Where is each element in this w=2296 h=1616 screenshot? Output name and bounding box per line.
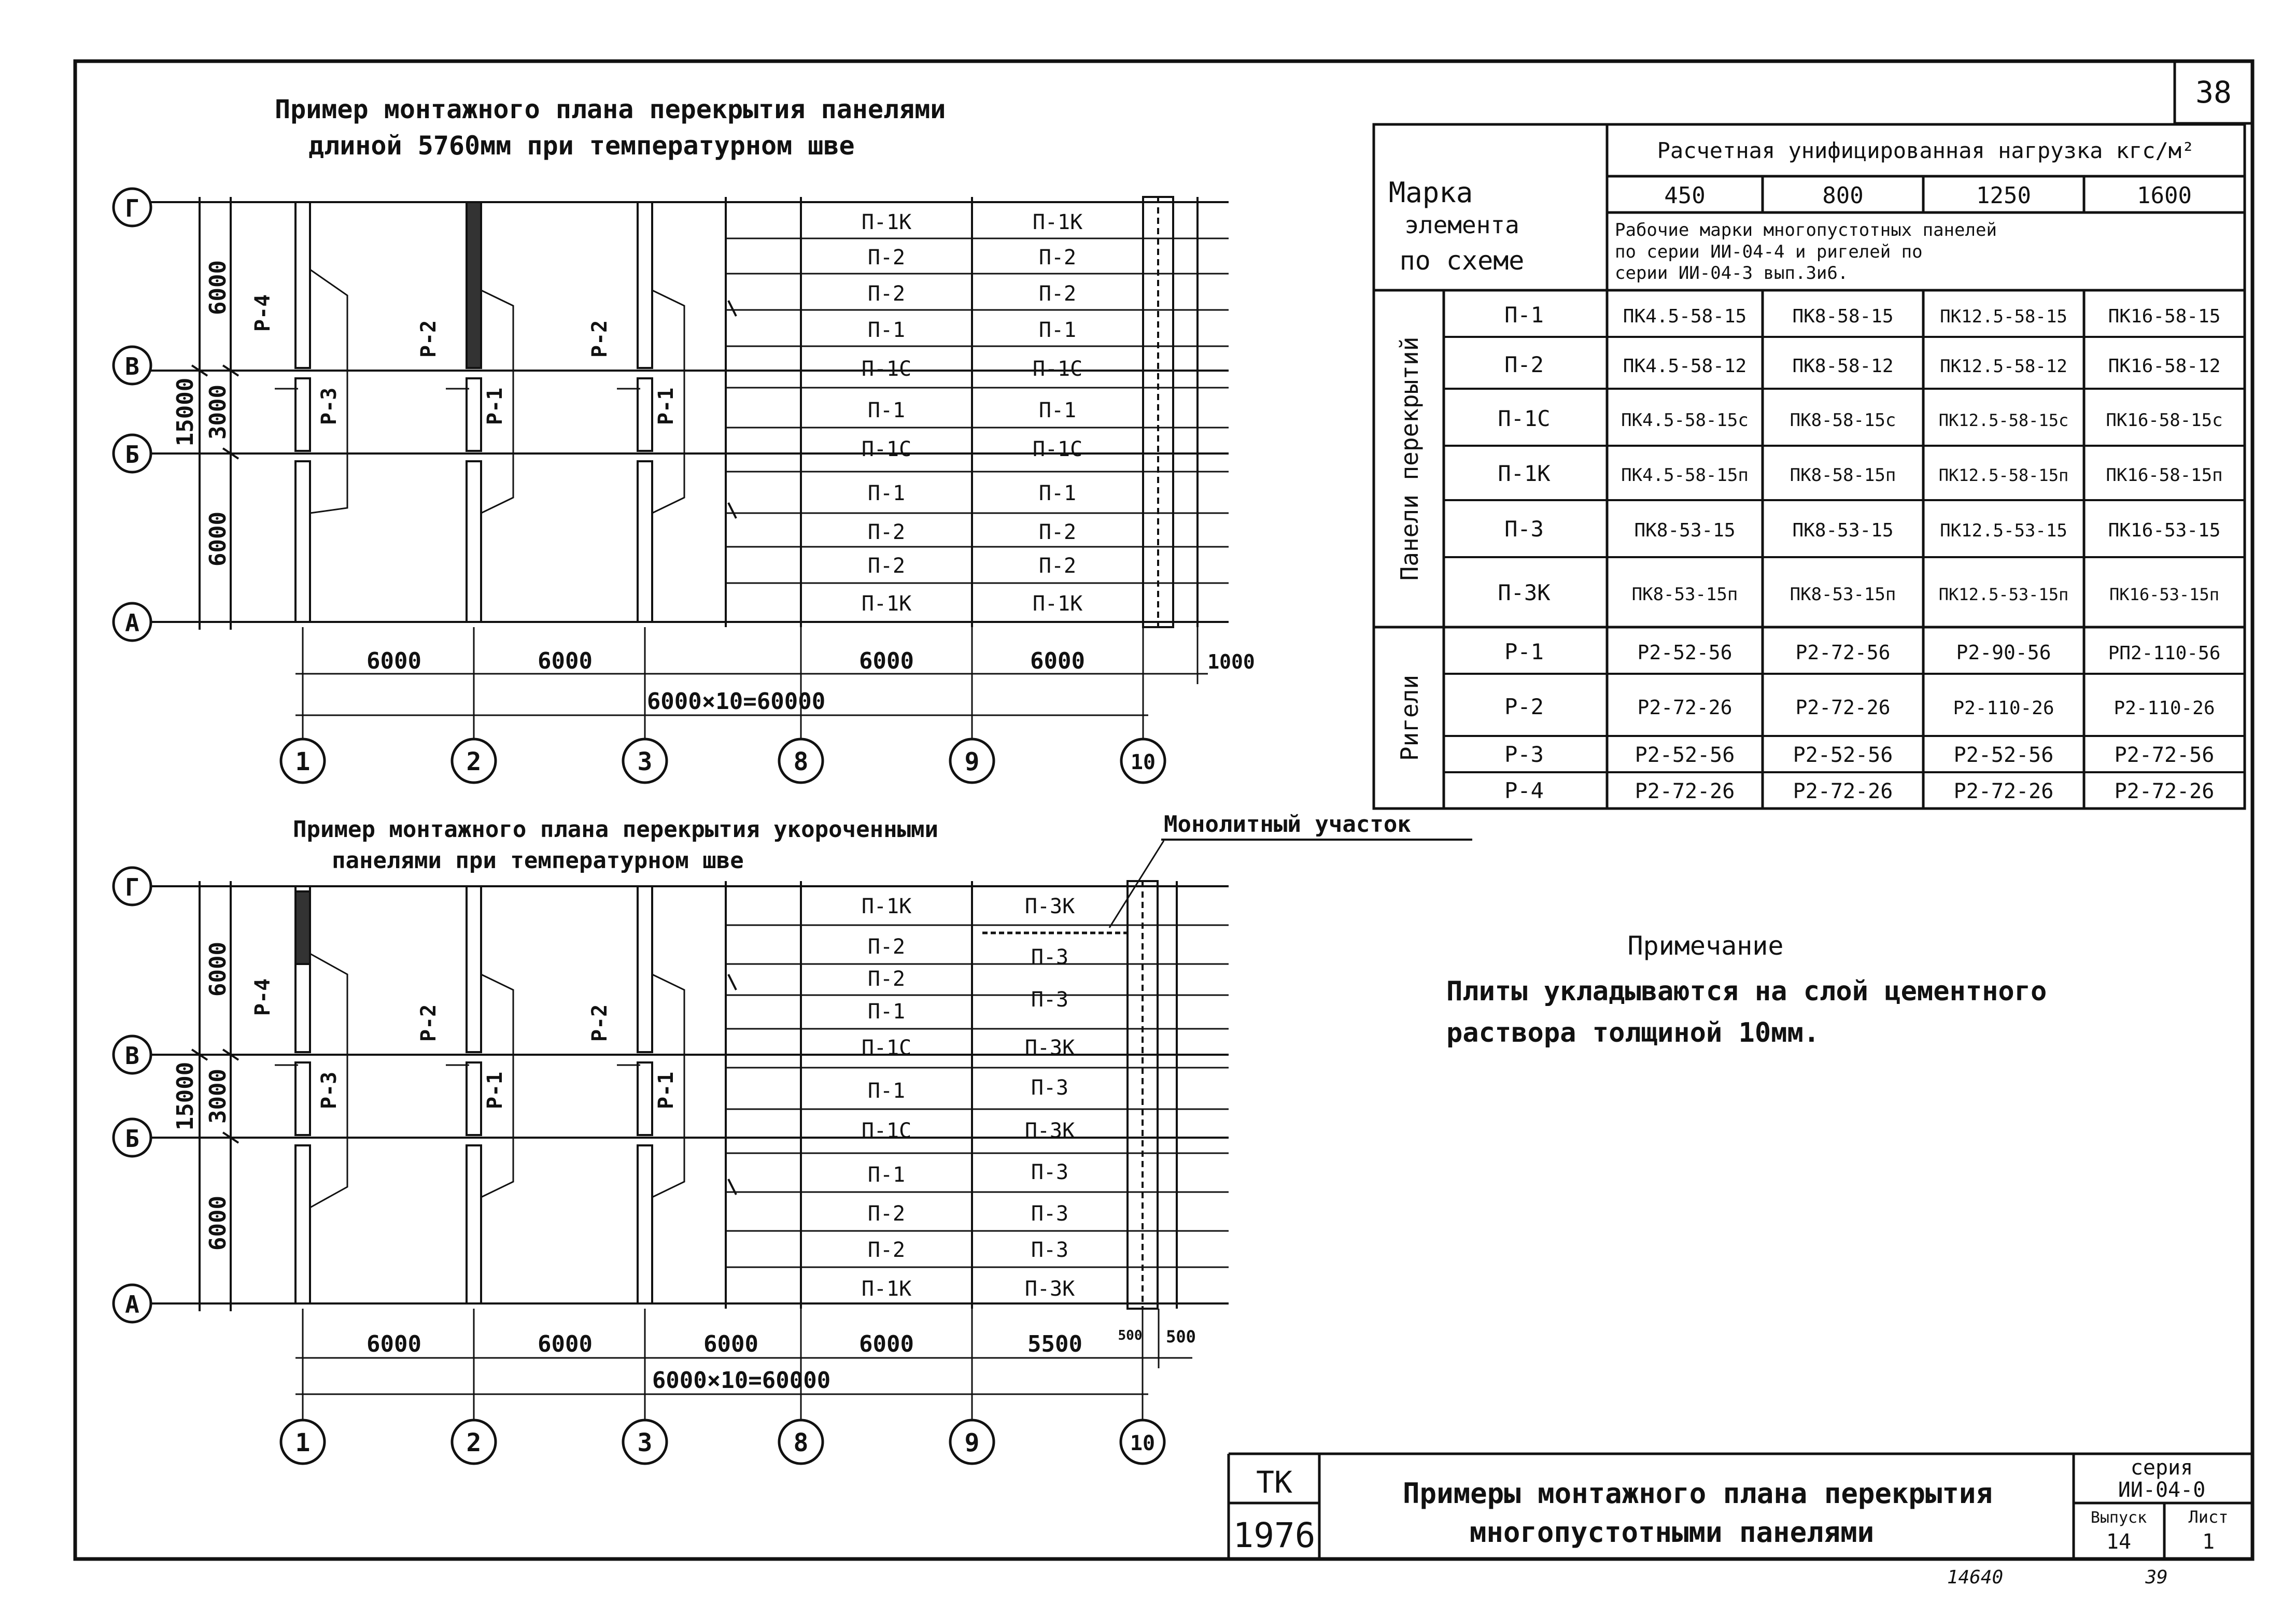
- panel-label: П-3К: [1024, 1036, 1075, 1060]
- panel-label: П-2: [1038, 554, 1077, 578]
- table-cell: Р2-72-56: [2114, 743, 2215, 767]
- marks-table: [1374, 124, 2245, 809]
- axis-bubble-1: 1: [295, 1428, 311, 1457]
- table-row: [1504, 778, 2214, 803]
- panel-label: П-2: [867, 935, 906, 959]
- panel-label: П-3: [1031, 945, 1069, 969]
- table-cell: Р2-72-26: [2114, 779, 2215, 803]
- table-cell: ПК8-58-15: [1792, 306, 1894, 327]
- table-cell: ПК8-53-15: [1634, 520, 1736, 541]
- panel-label: П-1С: [861, 1036, 912, 1060]
- group-beams: Ригели: [1396, 674, 1424, 761]
- panel-label: П-1С: [1032, 437, 1083, 461]
- plan-top-col8-panels: [862, 210, 911, 616]
- bottom-left-number: 14640: [1947, 1567, 2004, 1588]
- dim-left-top-total: 15000: [172, 377, 199, 447]
- row-mark: Р-1: [1504, 639, 1544, 664]
- mark-header-line3: по схеме: [1399, 246, 1525, 276]
- panel-label: П-1: [1038, 318, 1077, 342]
- table-cell: ПК12.5-53-15: [1940, 520, 2067, 541]
- panel-label: П-3: [1031, 988, 1069, 1012]
- table-cell: Р2-72-26: [1953, 779, 2054, 803]
- table-cell: РП2-110-56: [2108, 643, 2221, 664]
- dim-left-top-2: 3000: [205, 385, 231, 440]
- axis-bubble-3: 3: [637, 1428, 653, 1457]
- beam-label: Р-2: [417, 320, 441, 358]
- panel-label: П-1: [1038, 399, 1077, 422]
- table-cell: ПК12.5-58-12: [1940, 356, 2067, 377]
- load-value: 450: [1664, 182, 1706, 209]
- plan-bottom-row-axes: [114, 868, 151, 1322]
- panel-label: П-1: [1038, 481, 1077, 505]
- table-cell: ПК12.5-53-15п: [1938, 585, 2069, 604]
- table-cell: Р2-72-26: [1793, 779, 1893, 803]
- table-cell: ПК4.5-58-12: [1623, 356, 1747, 377]
- axis-bubble-g: Г: [125, 873, 139, 901]
- beam-label: Р-1: [483, 1071, 507, 1109]
- axis-bubble-1: 1: [295, 747, 311, 776]
- title-block: [1229, 1454, 2252, 1559]
- title-line1: Примеры монтажного плана перекрытия: [1403, 1477, 1993, 1510]
- table-cell: ПК8-58-15с: [1790, 410, 1896, 431]
- beam-label: Р-4: [251, 294, 275, 332]
- year-label: 1976: [1233, 1515, 1316, 1555]
- table-cell: ПК12.5-58-15: [1940, 306, 2067, 327]
- table-cell: ПК12.5-58-15с: [1938, 410, 2069, 430]
- table-row: [1504, 639, 2220, 664]
- table-cell: Р2-110-26: [1953, 698, 2054, 719]
- beam-label: Р-4: [251, 978, 275, 1016]
- plan-bottom-col8-panels: [862, 895, 911, 1301]
- panel-label: П-1К: [861, 895, 912, 918]
- dim-bottom-3: 6000: [703, 1331, 758, 1357]
- plan-top-title-1: Пример монтажного плана перекрытия панелями: [275, 94, 946, 124]
- axis-bubble-b: Б: [125, 1125, 139, 1153]
- dim-bottom-top-2: 6000: [538, 648, 593, 674]
- note-title: Примечание: [1627, 931, 1784, 961]
- plan-top-col9-panels: [1033, 210, 1082, 616]
- dim-bottom-top-4: 6000: [1030, 648, 1085, 674]
- panel-label: П-3: [1031, 1202, 1069, 1226]
- dim-total-top: 6000×10=60000: [646, 688, 826, 715]
- panel-label: П-2: [867, 1202, 906, 1226]
- title-line2: многопустотными панелями: [1469, 1516, 1875, 1549]
- dim-edge-top: 1000: [1207, 650, 1255, 673]
- panel-label: П-3: [1031, 1160, 1069, 1184]
- axis-bubble-8: 8: [793, 747, 809, 776]
- note: [1446, 931, 2047, 1048]
- dim-left-bottom-total: 15000: [172, 1061, 199, 1131]
- dim-small-a: 500: [1118, 1328, 1143, 1343]
- table-cell: Р2-72-26: [1637, 696, 1732, 719]
- panel-label: П-2: [867, 967, 906, 991]
- axis-bubble-b: Б: [125, 441, 139, 469]
- beam-label: Р-3: [317, 387, 341, 425]
- row-mark: Р-3: [1504, 742, 1544, 767]
- tk-label: ТК: [1256, 1465, 1292, 1500]
- plan-bottom-col-axes: [281, 1420, 1164, 1464]
- table-cell: ПК8-53-15п: [1631, 584, 1738, 605]
- table-cell: ПК16-53-15: [2108, 520, 2221, 541]
- sheet-value: 1: [2202, 1530, 2215, 1554]
- panel-label: П-2: [867, 246, 906, 270]
- axis-bubble-3: 3: [637, 747, 653, 776]
- load-value: 800: [1822, 182, 1864, 209]
- note-line1: Плиты укладываются на слой цементного: [1446, 976, 2047, 1007]
- axis-bubble-10: 10: [1130, 1431, 1156, 1455]
- table-cell: ПК12.5-58-15п: [1938, 465, 2069, 485]
- dim-total-bottom: 6000×10=60000: [652, 1367, 831, 1394]
- sheet-label: Лист: [2188, 1507, 2229, 1527]
- axis-bubble-a: А: [125, 609, 139, 637]
- panel-label: П-3: [1031, 1238, 1069, 1262]
- plan-top-row-axes: [114, 189, 151, 641]
- axis-bubble-2: 2: [466, 1428, 482, 1457]
- table-row: [1504, 516, 2220, 542]
- panel-label: П-1К: [861, 592, 912, 616]
- panel-label: П-3К: [1024, 1277, 1075, 1301]
- table-cell: Р2-52-56: [1953, 743, 2054, 767]
- row-mark: Р-4: [1504, 778, 1544, 803]
- table-row: [1504, 302, 2220, 328]
- group-panels: Панели перекрытий: [1396, 336, 1424, 581]
- axis-bubble-a: А: [125, 1291, 139, 1319]
- issue-value: 14: [2106, 1530, 2132, 1554]
- plan-bottom-title-1: Пример монтажного плана перекрытия укороченными: [293, 816, 939, 843]
- load-value: 1600: [2137, 182, 2192, 209]
- beam-label: Р-2: [588, 320, 612, 358]
- table-cell: Р2-90-56: [1956, 641, 2051, 664]
- dim-bottom-top-1: 6000: [367, 648, 421, 674]
- panel-label: П-2: [867, 554, 906, 578]
- dim-left-bottom-2: 3000: [205, 1069, 231, 1124]
- beam-label: Р-2: [417, 1004, 441, 1042]
- table-row: [1504, 352, 2220, 377]
- dim-small-b: 500: [1166, 1327, 1196, 1346]
- panel-label: П-1С: [1032, 357, 1083, 381]
- table-cell: ПК4.5-58-15: [1623, 306, 1747, 327]
- axis-bubble-8: 8: [793, 1428, 809, 1457]
- table-row: [1504, 694, 2215, 719]
- panel-label: П-1: [867, 399, 906, 422]
- table-cell: ПК16-58-12: [2108, 356, 2221, 377]
- panel-label: П-3: [1031, 1076, 1069, 1100]
- table-cell: ПК16-58-15с: [2106, 410, 2223, 431]
- mark-header-line1: Марка: [1388, 176, 1473, 209]
- axis-bubble-v: В: [125, 1042, 139, 1070]
- panel-label: П-1К: [1032, 210, 1083, 234]
- dim-left-bottom-3: 6000: [205, 1196, 231, 1251]
- panel-label: П-3К: [1024, 895, 1075, 918]
- table-cell: Р2-72-26: [1795, 696, 1891, 719]
- mark-header-line2: элемента: [1404, 211, 1519, 239]
- row-mark: П-1С: [1498, 406, 1551, 431]
- beam-label: Р-3: [317, 1071, 341, 1109]
- table-cell: Р2-72-56: [1795, 641, 1891, 664]
- table-cell: ПК8-58-12: [1792, 356, 1894, 377]
- table-cell: ПК4.5-58-15с: [1621, 410, 1749, 431]
- panel-label: П-1С: [861, 437, 912, 461]
- panel-label: П-1: [867, 1000, 906, 1024]
- load-value: 1250: [1976, 182, 2031, 209]
- note-line2: раствора толщиной 10мм.: [1446, 1017, 1820, 1048]
- subheader-line1: Рабочие марки многопустотных панелей: [1615, 220, 1997, 240]
- row-mark: Р-2: [1504, 694, 1544, 719]
- bottom-right-number: 39: [2145, 1567, 2168, 1588]
- axis-bubble-10: 10: [1130, 750, 1156, 774]
- table-cell: ПК16-58-15: [2108, 306, 2221, 327]
- axis-bubble-v: В: [125, 352, 139, 380]
- series-label: серия: [2130, 1456, 2193, 1480]
- beam-label: Р-1: [483, 387, 507, 425]
- table-cell: ПК8-53-15п: [1790, 584, 1896, 605]
- plan-top: [114, 94, 1255, 783]
- panel-label: П-1: [867, 1163, 906, 1187]
- table-cell: ПК4.5-58-15п: [1621, 465, 1749, 486]
- plan-bottom-title-2: панелями при температурном шве: [332, 847, 744, 874]
- row-mark: П-3: [1504, 516, 1544, 542]
- panel-label: П-2: [1038, 246, 1077, 270]
- table-cell: ПК8-53-15: [1792, 520, 1894, 541]
- panel-label: П-1: [867, 318, 906, 342]
- row-mark: П-1К: [1498, 461, 1551, 486]
- panel-label: П-1С: [861, 1119, 912, 1143]
- axis-bubble-9: 9: [964, 747, 980, 776]
- panel-label: П-2: [1038, 520, 1077, 544]
- plan-top-col-axes: [281, 739, 1165, 783]
- panel-label: П-2: [1038, 282, 1077, 306]
- dim-bottom-1: 6000: [367, 1331, 421, 1357]
- panel-label: П-1К: [861, 210, 912, 234]
- panel-label: П-2: [867, 1238, 906, 1262]
- beam-label: Р-1: [654, 1071, 678, 1109]
- dim-bottom-2: 6000: [538, 1331, 593, 1357]
- table-cell: ПК8-58-15п: [1790, 465, 1896, 486]
- table-cell: ПК16-53-15п: [2109, 585, 2219, 604]
- dim-bottom-4: 6000: [859, 1331, 914, 1357]
- table-cell: Р2-52-56: [1793, 743, 1893, 767]
- row-mark: П-3К: [1498, 580, 1551, 605]
- plan-bottom: [114, 811, 1472, 1464]
- panel-label: П-1: [867, 481, 906, 505]
- plan-bottom-col9-panels: [1025, 895, 1075, 1301]
- table-cell: Р2-52-56: [1637, 641, 1732, 664]
- axis-bubble-g: Г: [125, 194, 139, 222]
- load-header: Расчетная унифицированная нагрузка кгс/м²: [1657, 138, 2195, 163]
- series-value: ИИ-04-0: [2118, 1478, 2206, 1502]
- panel-label: П-1К: [1032, 592, 1083, 616]
- panel-label: П-1К: [861, 1277, 912, 1301]
- panel-label: П-2: [867, 282, 906, 306]
- panel-label: П-1С: [861, 357, 912, 381]
- beam-label: Р-1: [654, 387, 678, 425]
- row-mark: П-1: [1504, 302, 1544, 328]
- issue-label: Выпуск: [2090, 1509, 2147, 1527]
- dim-bottom-5: 5500: [1027, 1331, 1082, 1357]
- subheader-line2: по серии ИИ-04-4 и ригелей по: [1615, 242, 1923, 262]
- dim-left-top-1: 6000: [205, 260, 231, 315]
- dim-bottom-top-3: 6000: [859, 648, 914, 674]
- table-row: [1504, 742, 2214, 767]
- table-cell: Р2-110-26: [2114, 698, 2215, 719]
- panel-label: П-2: [867, 520, 906, 544]
- dim-left-top-3: 6000: [205, 512, 231, 566]
- panel-label: П-3К: [1024, 1119, 1075, 1143]
- table-cell: Р2-72-26: [1635, 779, 1735, 803]
- axis-bubble-2: 2: [466, 747, 482, 776]
- beam-label: Р-2: [588, 1004, 612, 1042]
- plan-top-title-2: длиной 5760мм при температурном шве: [308, 131, 855, 161]
- row-mark: П-2: [1504, 352, 1544, 377]
- sheet-number: 38: [2195, 75, 2232, 110]
- axis-bubble-9: 9: [964, 1428, 980, 1457]
- table-cell: Р2-52-56: [1635, 743, 1735, 767]
- table-cell: ПК16-58-15п: [2106, 465, 2223, 486]
- dim-left-bottom-1: 6000: [205, 942, 231, 997]
- monolith-label: Монолитный участок: [1164, 811, 1411, 838]
- subheader-line3: серии ИИ-04-3 вып.3и6.: [1615, 263, 1849, 283]
- panel-label: П-1: [867, 1079, 906, 1103]
